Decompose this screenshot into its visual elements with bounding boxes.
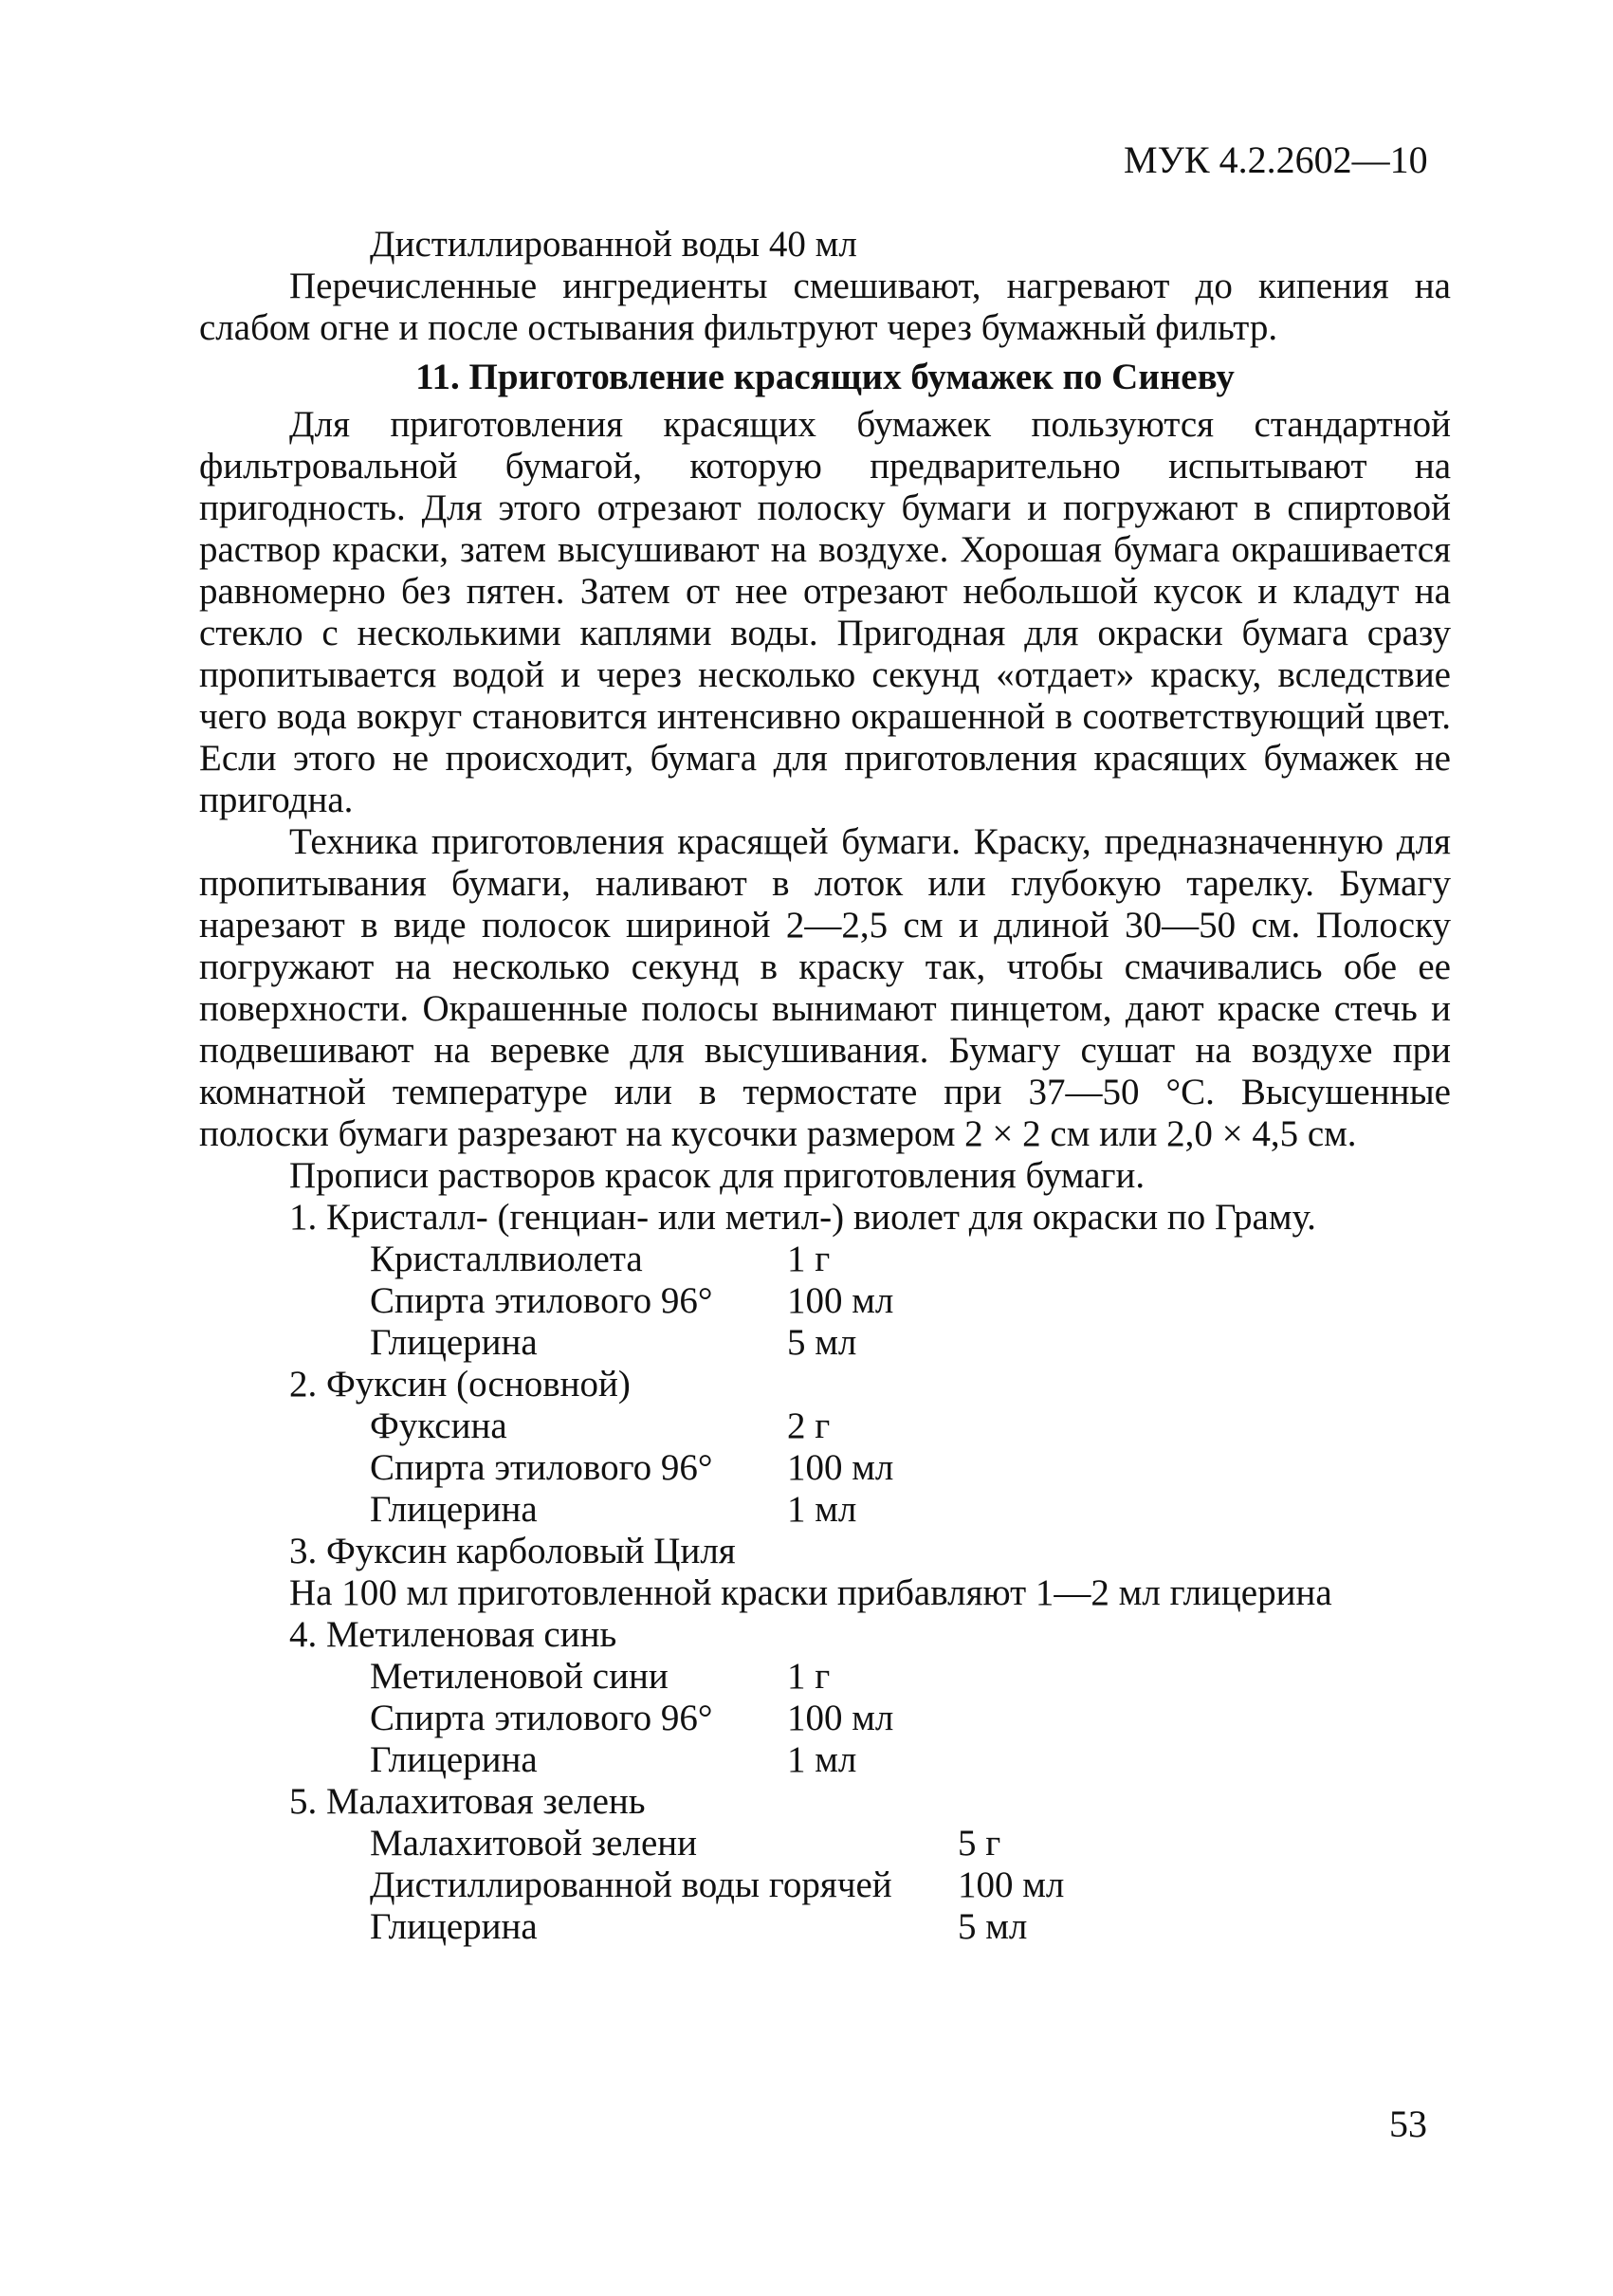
recipe-title: 3. Фуксин карболовый Циля [289, 1531, 736, 1571]
ingredient-name: Метиленовой сини [370, 1656, 669, 1697]
recipe-item [199, 1698, 1451, 1739]
recipe-title: 1. Кристалл- (генциан- или метил-) виолет для окраски по Граму. [289, 1197, 1316, 1238]
recipe-note: На 100 мл приготовленной краски прибавляют 1—2 мл глицерина [289, 1572, 1332, 1613]
recipe-item [199, 1739, 1451, 1781]
ingredient-qty: 1 г [787, 1239, 831, 1279]
recipe-5 [199, 1781, 1451, 1948]
document-body [199, 224, 1451, 1948]
ingredient-name: Дистиллированной воды горячей [370, 1864, 892, 1905]
recipe-item [199, 1906, 1451, 1948]
intro-paragraph: Перечисленные ингредиенты смешивают, нагревают до кипения на слабом огне и после остывания фильтруют через бумажный фильтр. [199, 266, 1451, 348]
recipe-item [199, 1864, 1451, 1906]
ingredient-name: Фуксина [370, 1405, 507, 1446]
ingredient-name: Спирта этилового 96° [370, 1447, 713, 1488]
recipe-item [199, 1405, 1451, 1447]
recipe-item [199, 1322, 1451, 1364]
document-code-header: МУК 4.2.2602—10 [1124, 138, 1428, 181]
recipe-title: 2. Фуксин (основной) [289, 1364, 631, 1405]
recipe-item [199, 1239, 1451, 1280]
recipe-4 [199, 1614, 1451, 1781]
recipe-item [199, 1489, 1451, 1531]
ingredient-qty: 1 г [787, 1656, 831, 1697]
section-paragraph-3: Прописи растворов красок для приготовления бумаги. [289, 1155, 1146, 1196]
ingredient-qty: 5 г [958, 1823, 1001, 1864]
ingredient-name: Глицерина [370, 1489, 538, 1530]
recipe-1 [199, 1197, 1451, 1364]
ingredient-qty: 100 мл [958, 1864, 1065, 1905]
section-title: 11. Приготовление красящих бумажек по Синеву [415, 357, 1235, 397]
ingredient-qty: 100 мл [787, 1280, 894, 1321]
recipe-title: 4. Метиленовая синь [289, 1614, 617, 1655]
ingredient-qty: 1 мл [787, 1489, 857, 1530]
recipe-title: 5. Малахитовая зелень [289, 1781, 646, 1822]
recipe-2 [199, 1364, 1451, 1531]
recipe-item [199, 1447, 1451, 1489]
ingredient-name: Глицерина [370, 1739, 538, 1780]
ingredient-name: Глицерина [370, 1906, 538, 1947]
recipe-item [199, 1656, 1451, 1698]
ingredient-qty: 1 мл [787, 1739, 857, 1780]
ingredient-qty: 2 г [787, 1405, 831, 1446]
page-number: 53 [1389, 2103, 1427, 2145]
ingredient-qty: 5 мл [787, 1322, 857, 1363]
ingredient-name: Спирта этилового 96° [370, 1280, 713, 1321]
ingredient-name: Кристаллвиолета [370, 1239, 643, 1279]
ingredient-qty: 5 мл [958, 1906, 1028, 1947]
recipe-item [199, 1280, 1451, 1322]
recipe-item [199, 1823, 1451, 1864]
recipe-3 [199, 1531, 1451, 1614]
ingredient-name: Спирта этилового 96° [370, 1698, 713, 1738]
ingredient-qty: 100 мл [787, 1698, 894, 1738]
section-paragraph-1: Для приготовления красящих бумажек пользуются стандартной фильтровальной бумагой, которую предварительно испытывают на пригодность. Для этого отрезают полоску бумаги и погружают в спиртовой раствор краски, затем высушивают на воздухе. Хорошая бумага окрашивается равномерно без пятен. Затем от нее отрезают небольшой кусок и кладут на стекло с несколькими каплями воды. Пригодная для окраски бумага сразу пропитывается водой и через несколько секунд «отдает» краску, вследствие чего вода вокруг становится интенсивно окрашенной в соответствующий цвет. Если этого не происходит, бумага для приготовления красящих бумажек не пригодна. [199, 404, 1451, 820]
ingredient-qty: 100 мл [787, 1447, 894, 1488]
section-paragraph-2: Техника приготовления красящей бумаги. Краску, предназначенную для пропитывания бумаги, наливают в лоток или глубокую тарелку. Бумагу нарезают в виде полосок шириной 2—2,5 см и длиной 30—50 см. Полоску погружают на несколько секунд в краску так, чтобы смачивались обе ее поверхности. Окрашенные полосы вынимают пинцетом, дают краске стечь и подвешивают на веревке для высушивания. Бумагу сушат на воздухе при комнатной температуре или в термостате при 37—50 °С. Высушенные полоски бумаги разрезают на кусочки размером 2 × 2 см или 2,0 × 4,5 см. [199, 821, 1451, 1154]
ingredient-name: Малахитовой зелени [370, 1823, 698, 1864]
intro-ingredient-line: Дистиллированной воды 40 мл [370, 224, 857, 265]
ingredient-name: Глицерина [370, 1322, 538, 1363]
